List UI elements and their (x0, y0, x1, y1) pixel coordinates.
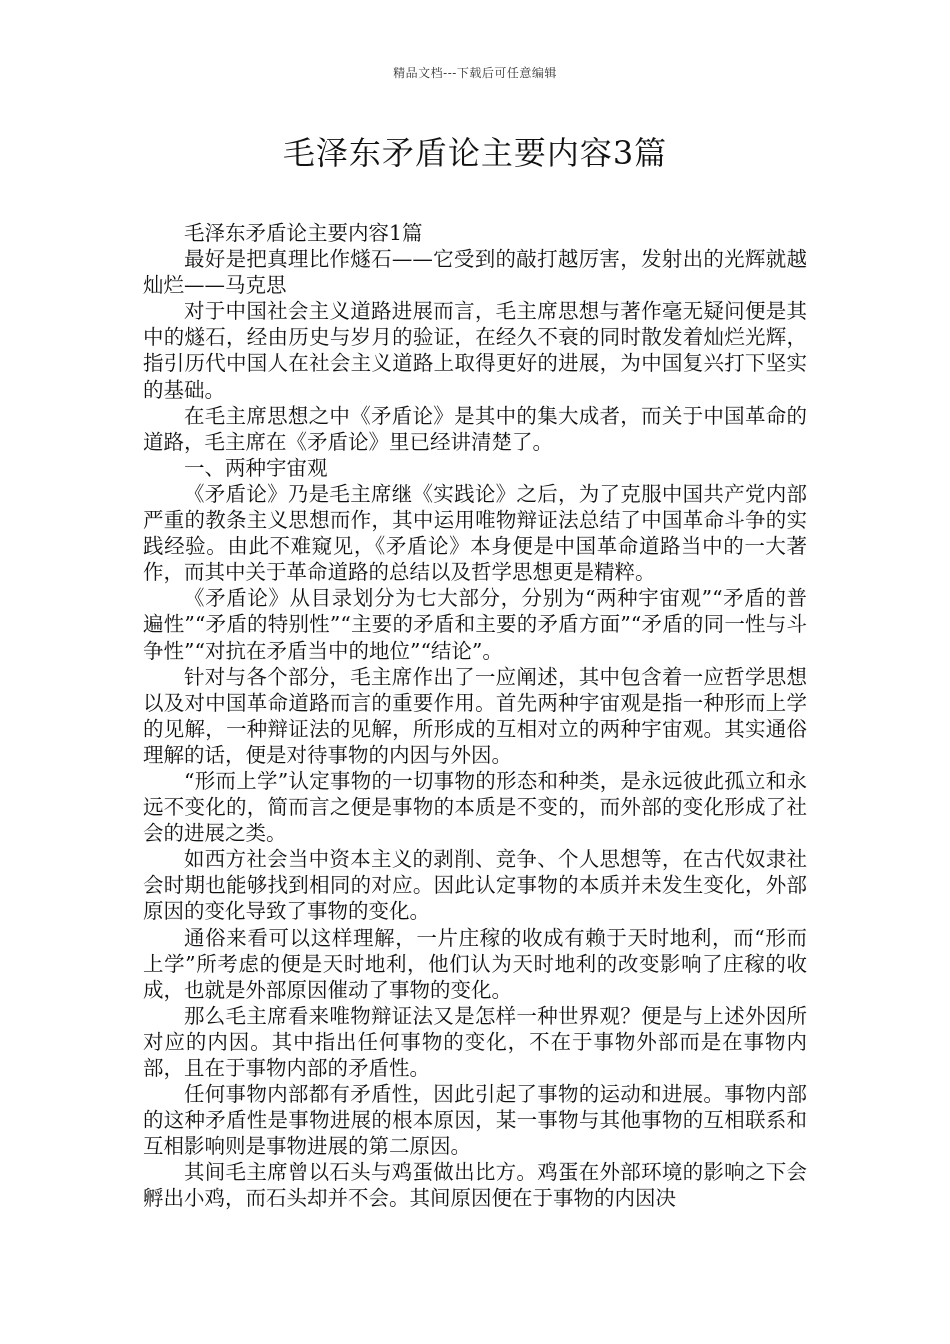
document-title: 毛泽东矛盾论主要内容3篇 (282, 134, 668, 172)
paragraph: 《矛盾论》从目录划分为七大部分，分别为“两种宇宙观”“矛盾的普遍性”“矛盾的特别性”“主要的矛盾和主要的矛盾方面”“矛盾的同一性与斗争性”“对抗在矛盾当中的地位”“结论”。 (143, 586, 807, 663)
paragraph: 如西方社会当中资本主义的剥削、竞争、个人思想等，在古代奴隶社会时期也能够找到相同的对应。因此认定事物的本质并未发生变化，外部原因的变化导致了事物的变化。 (143, 847, 807, 924)
header-note: 精品文档---下载后可任意编辑 (393, 66, 557, 80)
section-heading: 一、两种宇宙观 (184, 455, 328, 480)
paragraph: 通俗来看可以这样理解，一片庄稼的收成有赖于天时地利，而“形而上学”所考虑的便是天时地利，他们认为天时地利的改变影响了庄稼的收成，也就是外部原因催动了事物的变化。 (143, 925, 807, 1002)
paragraph: 其间毛主席曾以石头与鸡蛋做出比方。鸡蛋在外部环境的影响之下会孵出小鸡，而石头却并不会。其间原因便在于事物的内因决 (143, 1160, 807, 1211)
paragraph-subtitle: 毛泽东矛盾论主要内容1篇 (184, 221, 423, 245)
paragraph: 任何事物内部都有矛盾性，因此引起了事物的运动和进展。事物内部的这种矛盾性是事物进展的根本原因，某一事物与其他事物的互相联系和互相影响则是事物进展的第二原因。 (143, 1082, 807, 1159)
paragraph: 对于中国社会主义道路进展而言，毛主席思想与著作毫无疑问便是其中的燧石，经由历史与岁月的验证，在经久不衰的同时散发着灿烂光辉，指引历代中国人在社会主义道路上取得更好的进展，为中国复兴打下坚实的基础。 (143, 299, 807, 402)
paragraph: 那么毛主席看来唯物辩证法又是怎样一种世界观？便是与上述外因所对应的内因。其中指出任何事物的变化，不在于事物外部而是在事物内部，且在于事物内部的矛盾性。 (143, 1003, 807, 1080)
paragraph: 《矛盾论》乃是毛主席继《实践论》之后，为了克服中国共产党内部严重的教条主义思想而作，其中运用唯物辩证法总结了中国革命斗争的实践经验。由此不难窥见，《矛盾论》本身便是中国革命道路当中的一大著作，而其中关于革命道路的总结以及哲学思想更是精粹。 (143, 481, 807, 585)
document-body (143, 220, 807, 1212)
paragraph: 在毛主席思想之中《矛盾论》是其中的集大成者，而关于中国革命的道路，毛主席在《矛盾论》里已经讲清楚了。 (143, 403, 807, 454)
paragraph: “形而上学”认定事物的一切事物的形态和种类，是永远彼此孤立和永远不变化的，简而言之便是事物的本质是不变的，而外部的变化形成了社会的进展之类。 (143, 768, 807, 846)
paragraph-quote: 最好是把真理比作燧石——它受到的敲打越厉害，发射出的光辉就越灿烂——马克思 (143, 247, 807, 298)
paragraph: 针对与各个部分，毛主席作出了一应阐述，其中包含着一应哲学思想以及对中国革命道路而言的重要作用。首先两种宇宙观是指一种形而上学的见解，一种辩证法的见解，所形成的互相对立的两种宇宙观。其实通俗理解的话，便是对待事物的内因与外因。 (143, 664, 807, 767)
